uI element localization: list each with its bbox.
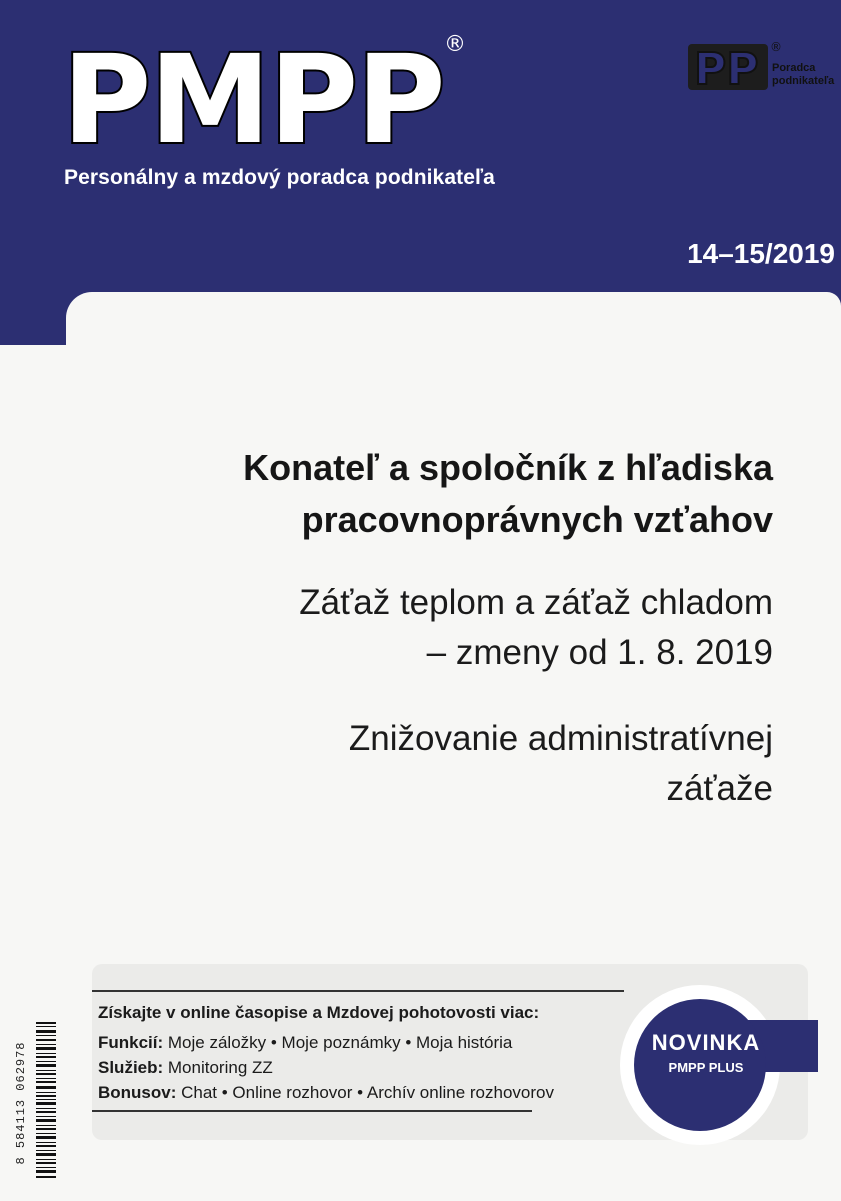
promo-row2-value: Monitoring ZZ bbox=[163, 1058, 273, 1077]
topic-admin-burden bbox=[133, 714, 773, 814]
publisher-name-line1: Poradca bbox=[772, 62, 816, 74]
svg-text:PMPP: PMPP bbox=[62, 29, 444, 158]
publisher-name bbox=[772, 62, 834, 88]
promo-row-services bbox=[98, 1058, 273, 1078]
main-headline bbox=[133, 442, 773, 546]
svg-text:PP: PP bbox=[694, 44, 759, 94]
pp-publisher-logo bbox=[688, 44, 768, 94]
pmpp-logo bbox=[58, 28, 458, 158]
promo-rule-bottom bbox=[92, 1110, 532, 1112]
promo-row-bonuses bbox=[98, 1083, 554, 1103]
promo-row1-label: Funkcií: bbox=[98, 1033, 164, 1052]
publisher-name-line2: podnikateľa bbox=[772, 75, 835, 87]
topic1-line1: Záťaž teplom a záťaž chladom bbox=[299, 583, 773, 622]
topic-heat-cold bbox=[133, 578, 773, 678]
badge-subtitle: PMPP PLUS bbox=[668, 1060, 744, 1075]
publisher-registered-mark: ® bbox=[770, 40, 782, 54]
badge-title: NOVINKA bbox=[651, 1030, 761, 1055]
issue-number: 14–15/2019 bbox=[687, 238, 835, 269]
headline-line2: pracovnoprávnych vzťahov bbox=[301, 499, 773, 540]
promo-row-functions bbox=[98, 1033, 512, 1053]
promo-row3-label: Bonusov: bbox=[98, 1083, 177, 1102]
promo-row3-value: Chat • Online rozhovor • Archív online rozhovorov bbox=[176, 1083, 554, 1102]
topic1-line2: – zmeny od 1. 8. 2019 bbox=[426, 633, 773, 672]
barcode-number: 8 584113 062978 bbox=[14, 1041, 28, 1165]
promo-heading: Získajte v online časopise a Mzdovej pohotovosti viac: bbox=[98, 1003, 540, 1022]
registered-mark: ® bbox=[444, 32, 466, 57]
magazine-subtitle: Personálny a mzdový poradca podnikateľa bbox=[64, 166, 495, 189]
topic2-line1: Znižovanie administratívnej bbox=[348, 719, 773, 758]
headline-line1: Konateľ a spoločník z hľadiska bbox=[243, 447, 773, 488]
promo-row2-label: Služieb: bbox=[98, 1058, 164, 1077]
cover-header-curve bbox=[66, 292, 841, 372]
topic2-line2: záťaže bbox=[666, 769, 773, 808]
promo-rule-top bbox=[92, 990, 624, 992]
promo-row1-value: Moje záložky • Moje poznámky • Moja história bbox=[163, 1033, 513, 1052]
